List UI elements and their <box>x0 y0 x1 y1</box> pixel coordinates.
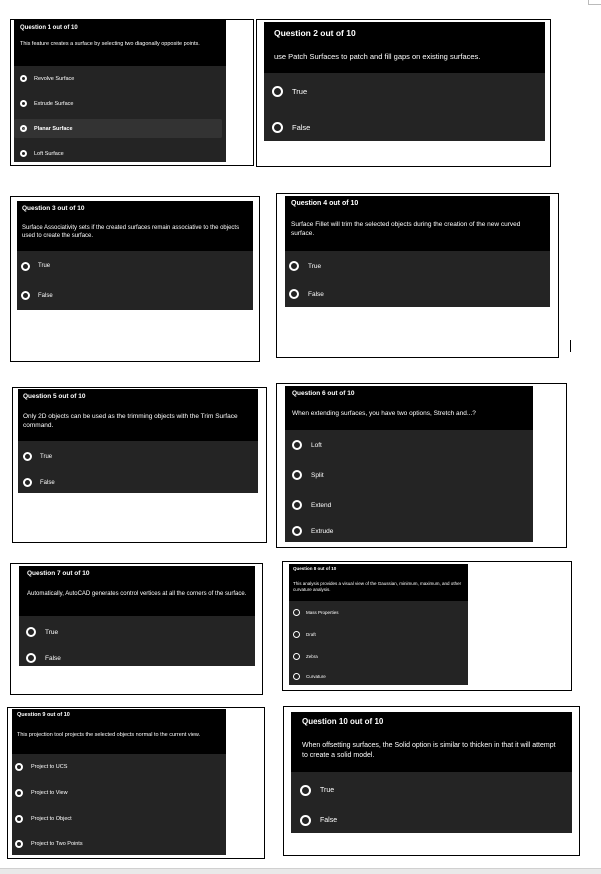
radio-unchecked-icon <box>272 122 283 133</box>
option-label: False <box>40 479 55 486</box>
question-9-card <box>12 709 226 855</box>
question-9-header <box>12 709 226 754</box>
question-6-option-loft[interactable] <box>285 430 533 460</box>
question-3-text: Surface Associativity sets if the created surfaces remain associative to the objects used to create the surface. <box>22 225 240 239</box>
question-6-text: When extending surfaces, you have two options, Stretch and...? <box>292 410 476 417</box>
radio-unchecked-icon <box>20 150 27 157</box>
option-label: True <box>45 628 59 636</box>
radio-unchecked-icon <box>23 478 32 487</box>
question-3-header <box>17 201 253 251</box>
radio-unchecked-icon <box>26 627 36 637</box>
radio-unchecked-icon <box>20 100 27 107</box>
question-6-card <box>285 386 533 542</box>
question-1-option-4[interactable] <box>14 141 226 162</box>
question-10-text: When offsetting surfaces, the Solid option is similar to thicken in that it will attempt to create a solid model. <box>302 742 556 759</box>
radio-unchecked-icon <box>293 653 300 660</box>
option-label: Curvature <box>306 673 326 679</box>
question-9-number: Question 9 out of 10 <box>17 712 70 718</box>
question-5-text: Only 2D objects can be used as the trimming objects with the Trim Surface command. <box>23 413 238 429</box>
question-6-header <box>285 386 533 430</box>
question-3-card <box>17 201 253 310</box>
option-label: True <box>320 786 335 794</box>
question-1-option-1[interactable] <box>14 66 226 91</box>
option-label: Mass Properties <box>306 609 339 615</box>
option-label: Zebra <box>306 653 318 659</box>
question-4-option-false[interactable] <box>285 281 550 307</box>
option-label: Project to UCS <box>31 764 68 770</box>
radio-unchecked-icon <box>300 815 311 826</box>
question-6-number: Question 6 out of 10 <box>292 390 355 397</box>
question-8-option-1[interactable] <box>289 601 468 623</box>
option-label: False <box>45 654 61 662</box>
question-7-number: Question 7 out of 10 <box>27 570 90 577</box>
radio-unchecked-icon <box>272 86 283 97</box>
radio-unchecked-icon <box>15 789 23 797</box>
question-4-card <box>285 196 550 307</box>
radio-unchecked-icon <box>293 631 300 638</box>
question-5-option-false[interactable] <box>18 472 258 493</box>
question-1-option-2[interactable] <box>14 91 226 116</box>
option-label: False <box>38 292 53 299</box>
question-3-option-false[interactable] <box>17 281 253 310</box>
option-label: Project to Two Points <box>31 840 83 847</box>
question-10-header <box>291 712 572 772</box>
question-8-option-4[interactable] <box>289 667 468 685</box>
radio-unchecked-icon <box>293 673 300 680</box>
question-7-option-false[interactable] <box>19 648 255 666</box>
option-label: Loft <box>311 441 322 449</box>
radio-unchecked-icon <box>21 291 30 300</box>
question-5-number: Question 5 out of 10 <box>23 393 86 400</box>
question-1-number: Question 1 out of 10 <box>20 25 78 31</box>
option-label: Planar Surface <box>34 125 73 132</box>
question-2-header <box>264 22 545 73</box>
option-label: Project to View <box>31 790 68 796</box>
question-2-option-true[interactable] <box>264 73 545 109</box>
option-label: True <box>40 453 53 460</box>
question-9-option-2[interactable] <box>12 780 226 806</box>
question-3-number: Question 3 out of 10 <box>22 205 85 212</box>
option-label: Revolve Surface <box>34 75 75 82</box>
radio-unchecked-icon <box>21 262 30 271</box>
radio-unchecked-icon <box>300 785 311 796</box>
question-5-option-true[interactable] <box>18 441 258 472</box>
question-9-option-4[interactable] <box>12 832 226 855</box>
question-7-option-true[interactable] <box>19 616 255 648</box>
question-5-header <box>18 389 258 441</box>
option-label: Extend <box>311 501 332 509</box>
question-7-header <box>19 566 255 616</box>
option-label: Loft Surface <box>34 150 64 157</box>
radio-unchecked-icon <box>20 75 27 82</box>
question-10-card <box>291 712 572 833</box>
text-cursor-mark <box>570 340 571 352</box>
radio-unchecked-icon <box>26 653 36 663</box>
radio-unchecked-icon <box>15 763 23 771</box>
option-label: True <box>308 262 322 270</box>
question-8-option-3[interactable] <box>289 645 468 667</box>
question-10-option-false[interactable] <box>291 808 572 833</box>
question-2-number: Question 2 out of 10 <box>274 28 356 38</box>
option-label: Project to Object <box>31 816 72 822</box>
option-label: False <box>320 817 338 824</box>
radio-unchecked-icon <box>15 840 23 848</box>
radio-unchecked-icon <box>293 609 300 616</box>
page-bottom-bar <box>0 868 601 874</box>
radio-unchecked-icon <box>292 526 302 536</box>
question-2-text: use Patch Surfaces to patch and fill gaps on existing surfaces. <box>274 52 481 61</box>
question-5-card <box>18 389 258 493</box>
question-8-option-2[interactable] <box>289 623 468 645</box>
question-2-card <box>264 22 545 141</box>
option-label: Draft <box>306 631 316 637</box>
question-4-header <box>285 196 550 251</box>
question-6-option-extrude[interactable] <box>285 520 533 542</box>
question-6-option-split[interactable] <box>285 460 533 490</box>
question-10-option-true[interactable] <box>291 772 572 808</box>
question-4-option-true[interactable] <box>285 251 550 281</box>
question-8-card <box>289 564 468 685</box>
question-4-number: Question 4 out of 10 <box>291 200 359 207</box>
question-6-option-extend[interactable] <box>285 490 533 520</box>
radio-unchecked-icon <box>289 261 299 271</box>
option-label: False <box>308 290 324 298</box>
question-1-option-3-selected[interactable] <box>14 119 222 138</box>
radio-unchecked-icon <box>292 470 302 480</box>
radio-unchecked-icon <box>292 500 302 510</box>
radio-unchecked-icon <box>292 440 302 450</box>
radio-unchecked-icon <box>15 815 23 823</box>
option-label: Split <box>311 471 324 479</box>
option-label: Extrude Surface <box>34 100 74 107</box>
option-label: True <box>292 86 308 96</box>
radio-unchecked-icon <box>289 289 299 299</box>
question-2-option-false[interactable] <box>264 109 545 141</box>
question-9-option-1[interactable] <box>12 754 226 780</box>
question-3-option-true[interactable] <box>17 251 253 281</box>
option-label: False <box>292 122 311 132</box>
question-7-text: Automatically, AutoCAD generates control vertices at all the corners of the surface. <box>27 591 247 597</box>
option-label: True <box>38 263 51 269</box>
question-1-header <box>14 20 226 66</box>
question-7-card <box>19 566 255 666</box>
question-9-text: This projection tool projects the selected objects normal to the current view. <box>17 732 201 738</box>
radio-unchecked-icon <box>23 452 32 461</box>
radio-checked-icon <box>20 125 27 132</box>
question-8-text: This analysis provides a visual view of the Gaussian, minimum, maximum, and other curvature analysis. <box>293 581 462 592</box>
window-corner-marker <box>588 0 601 5</box>
question-8-header <box>289 564 468 601</box>
question-1-text: This feature creates a surface by selecting two diagonally opposite points. <box>20 41 200 47</box>
question-9-option-3[interactable] <box>12 806 226 832</box>
question-1-card <box>14 20 226 162</box>
question-8-number: Question 8 out of 10 <box>293 566 337 571</box>
option-label: Extrude <box>311 527 334 535</box>
question-4-text: Surface Fillet will trim the selected objects during the creation of the new curved surface. <box>291 221 521 237</box>
question-10-number: Question 10 out of 10 <box>302 717 384 726</box>
